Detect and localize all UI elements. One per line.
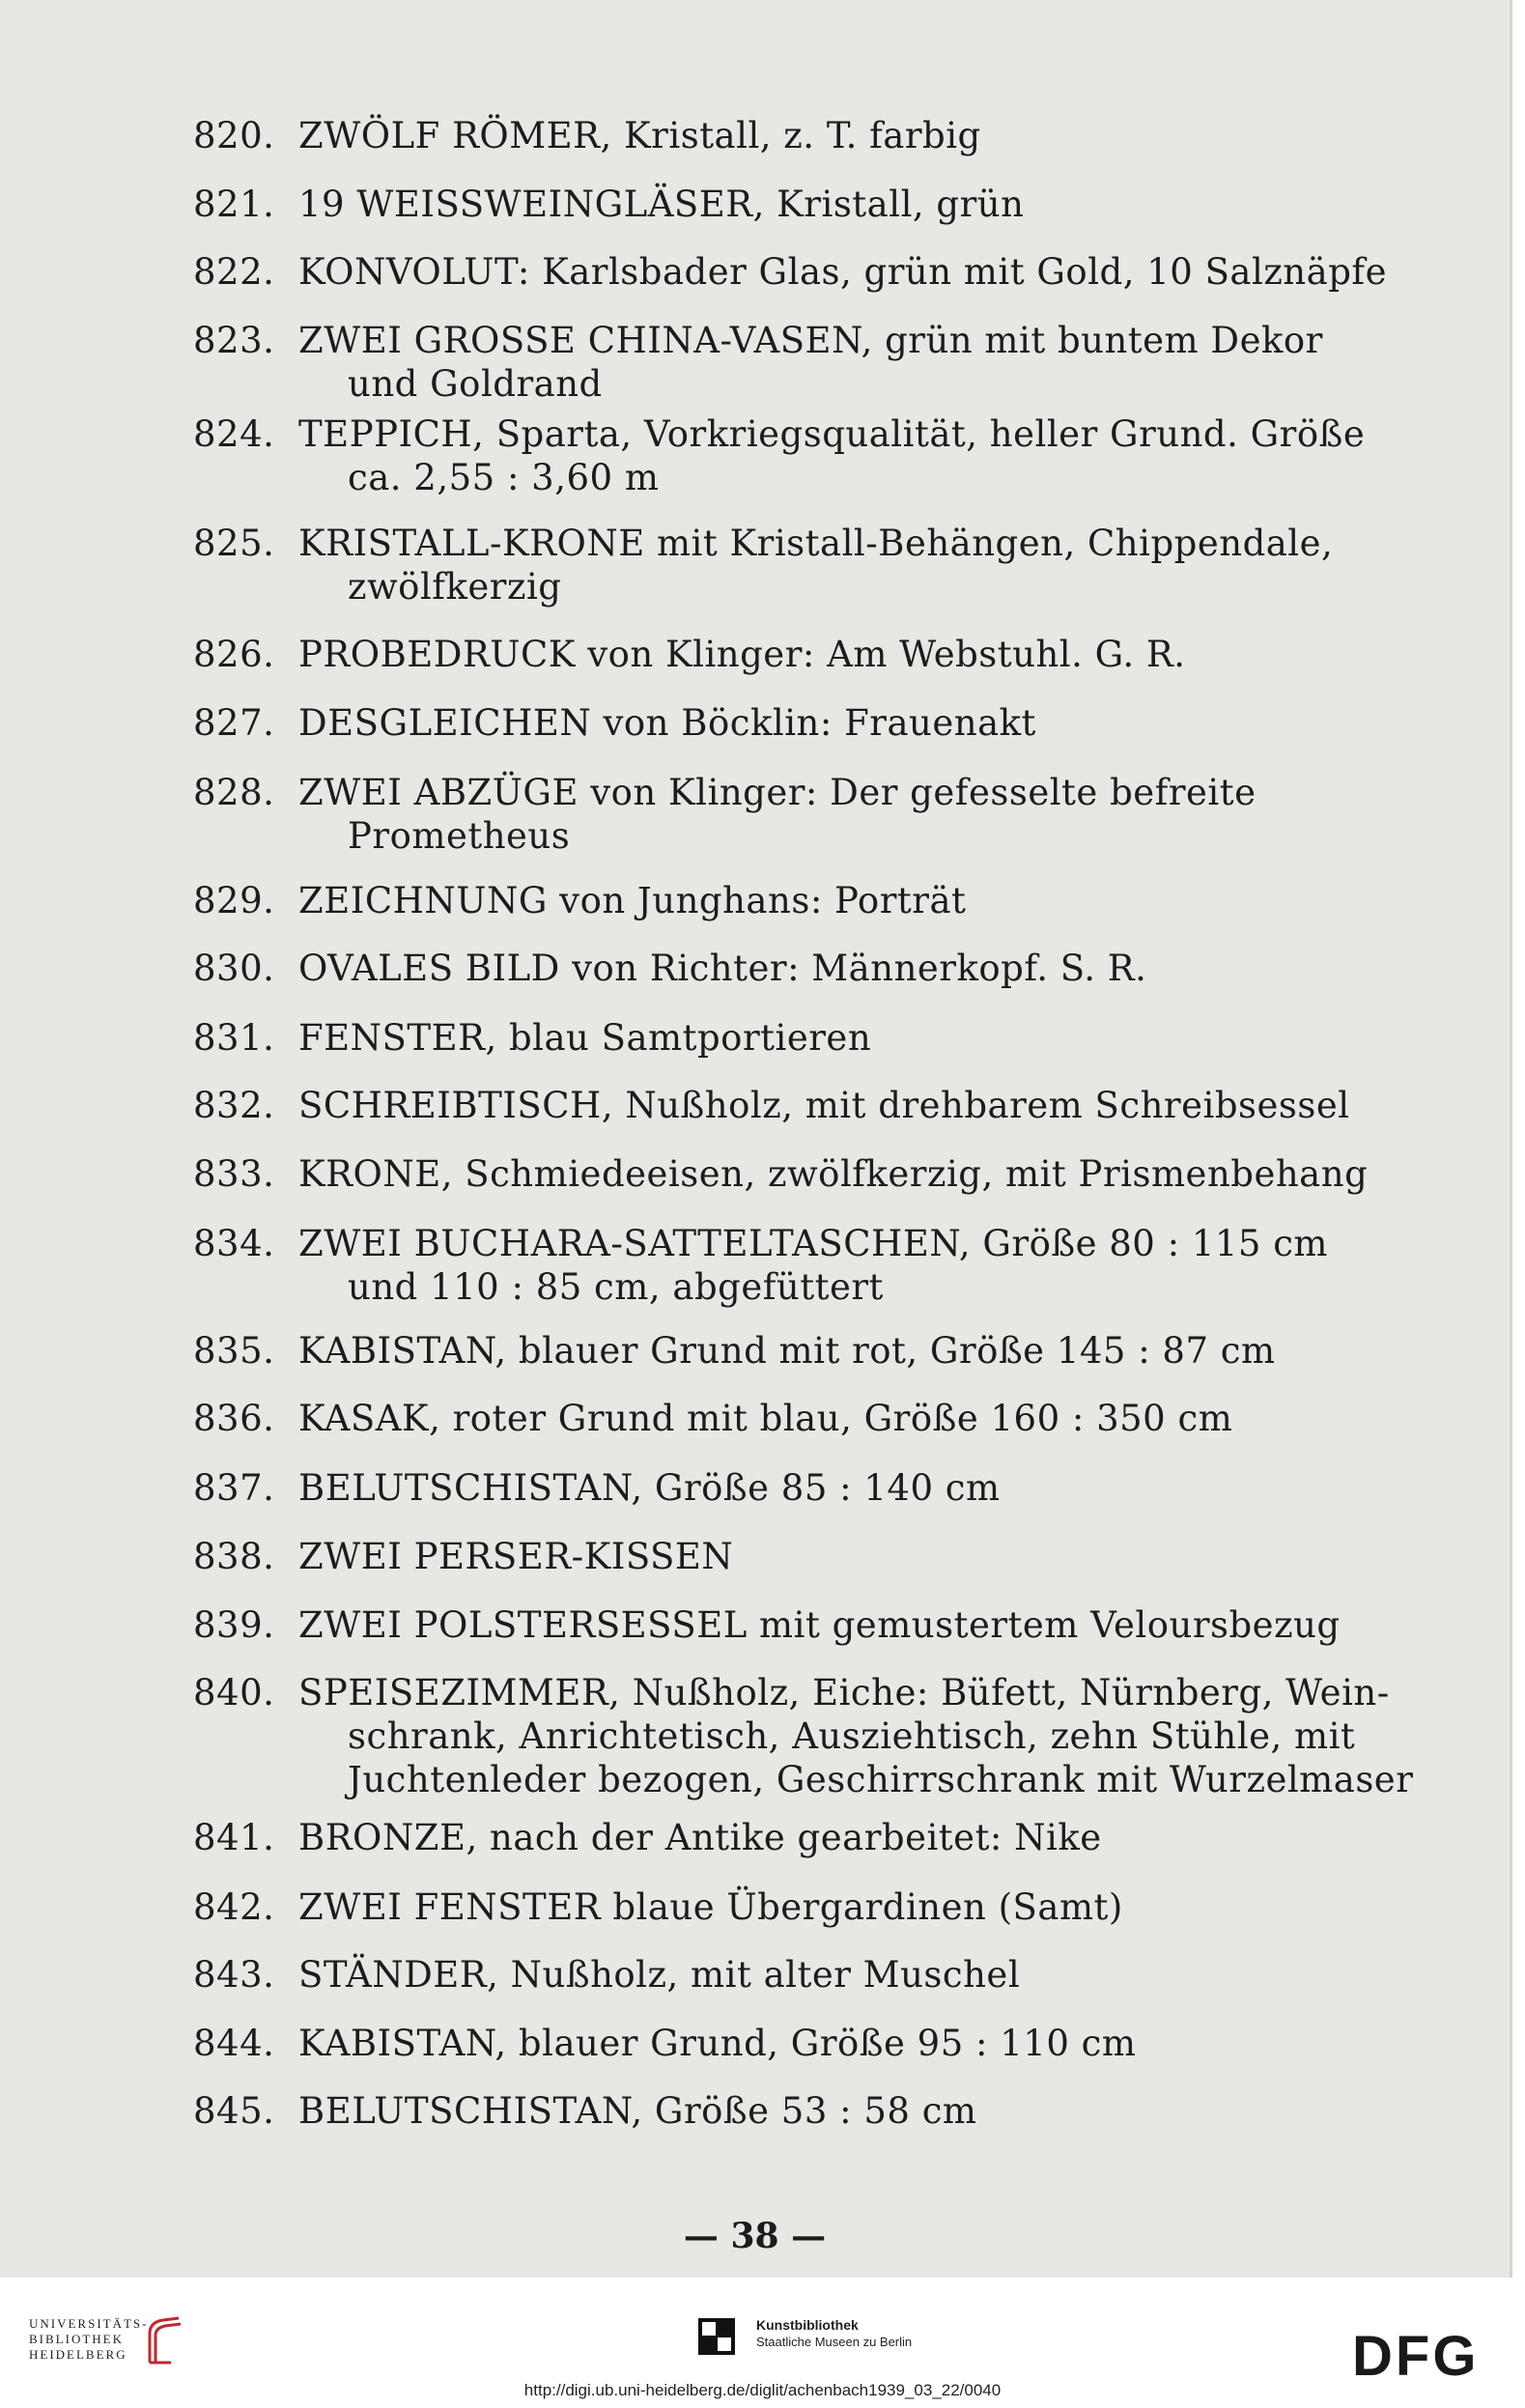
entry-text: ZWÖLF RÖMER, Kristall, z. T. farbig [298, 115, 981, 156]
entry-text: BRONZE, nach der Antike gearbeitet: Nike [298, 1817, 1102, 1858]
entry-text-continuation: ca. 2,55 : 3,60 m [348, 457, 660, 498]
entry-number: 841. [193, 1817, 275, 1858]
entry-number: 838. [193, 1536, 275, 1577]
entry-text: KRONE, Schmiedeeisen, zwölfkerzig, mit Prismenbehang [298, 1153, 1369, 1195]
entry-number: 824. [193, 413, 275, 455]
entry-text: SCHREIBTISCH, Nußholz, mit drehbarem Schreibsessel [298, 1085, 1350, 1126]
entry-number: 834. [193, 1223, 275, 1264]
catalog-entry [193, 1953, 1420, 1997]
entry-text: KRISTALL-KRONE mit Kristall-Behängen, Chippendale, [298, 523, 1334, 564]
entry-text: OVALES BILD von Richter: Männerkopf. S. R. [298, 948, 1147, 989]
catalog-entry [193, 412, 1420, 499]
entry-text-continuation: Juchtenleder bezogen, Geschirrschrank mit Wurzelmaser [348, 1759, 1414, 1800]
catalog-entry [193, 1816, 1420, 1859]
entry-text: STÄNDER, Nußholz, mit alter Muschel [298, 1954, 1021, 1996]
entry-number: 836. [193, 1398, 275, 1439]
university-line-1: UNIVERSITÄTS- [29, 2316, 149, 2331]
page-number: — 38 — [683, 2216, 827, 2256]
entry-number: 820. [193, 115, 275, 156]
entry-number: 830. [193, 948, 275, 989]
entry-text: BELUTSCHISTAN, Größe 85 : 140 cm [298, 1467, 1001, 1509]
catalog-entry [193, 250, 1420, 294]
catalog-entry [193, 1885, 1420, 1929]
catalog-entry [193, 633, 1420, 676]
entry-number: 825. [193, 523, 275, 564]
entry-number: 845. [193, 2090, 275, 2132]
entry-number: 829. [193, 880, 275, 921]
entry-text: KONVOLUT: Karlsbader Glas, grün mit Gold, 10 Salznäpfe [298, 251, 1387, 293]
catalog-entry [193, 879, 1420, 922]
kunstbibliothek-title: Kunstbibliothek [756, 2317, 859, 2333]
entry-number: 828. [193, 772, 275, 813]
entry-number: 826. [193, 634, 275, 675]
catalog-entry [193, 319, 1420, 406]
entry-number: 839. [193, 1604, 275, 1646]
university-line-3: HEIDELBERG [29, 2347, 127, 2362]
kunstbibliothek-label [756, 2316, 912, 2351]
kunstbibliothek-logo-icon [698, 2318, 735, 2355]
catalog-entry [193, 522, 1420, 609]
university-library-name [29, 2316, 149, 2363]
catalog-entry [193, 1466, 1420, 1510]
catalog-entry [193, 1084, 1420, 1127]
entry-number: 837. [193, 1467, 275, 1509]
catalog-entry [193, 771, 1420, 858]
entry-text: BELUTSCHISTAN, Größe 53 : 58 cm [298, 2090, 977, 2132]
entry-number: 831. [193, 1017, 275, 1059]
entry-text: KABISTAN, blauer Grund mit rot, Größe 145 : 87 cm [298, 1330, 1276, 1372]
entry-text: ZWEI POLSTERSESSEL mit gemustertem Veloursbezug [298, 1604, 1341, 1646]
catalog-entry [193, 114, 1420, 157]
entry-text: ZWEI PERSER-KISSEN [298, 1536, 734, 1577]
entry-text: KASAK, roter Grund mit blau, Größe 160 : 350 cm [298, 1398, 1233, 1439]
catalog-entry [193, 2022, 1420, 2065]
entry-text: 19 WEISSWEINGLÄSER, Kristall, grün [298, 184, 1025, 225]
entry-text-continuation: und Goldrand [348, 363, 603, 405]
entry-number: 823. [193, 320, 275, 361]
catalog-entry [193, 2089, 1420, 2133]
entry-text-continuation: zwölfkerzig [348, 566, 562, 608]
catalog-entry [193, 947, 1420, 990]
catalog-entry [193, 1603, 1420, 1647]
entry-text: FENSTER, blau Samtportieren [298, 1017, 872, 1059]
catalog-entry [193, 1329, 1420, 1373]
entry-text: ZWEI FENSTER blaue Übergardinen (Samt) [298, 1886, 1123, 1928]
entry-text: SPEISEZIMMER, Nußholz, Eiche: Büfett, Nürnberg, Wein- [298, 1672, 1390, 1714]
entry-number: 827. [193, 702, 275, 744]
catalog-entry [193, 1222, 1420, 1309]
entry-text: ZEICHNUNG von Junghans: Porträt [298, 880, 967, 921]
entry-number: 822. [193, 251, 275, 293]
entry-text: ZWEI BUCHARA-SATTELTASCHEN, Größe 80 : 115 cm [298, 1223, 1329, 1264]
entry-text: TEPPICH, Sparta, Vorkriegsqualität, heller Grund. Größe [298, 413, 1366, 455]
university-logo-icon [142, 2314, 186, 2368]
footer [0, 2278, 1525, 2408]
entry-text: DESGLEICHEN von Böcklin: Frauenakt [298, 702, 1036, 744]
catalog-entry [193, 1671, 1420, 1801]
catalog-entry [193, 1535, 1420, 1578]
dfg-logo: DFG [1352, 2325, 1480, 2388]
entry-number: 821. [193, 184, 275, 225]
catalog-entry [193, 1397, 1420, 1440]
university-line-2: BIBLIOTHEK [29, 2332, 124, 2346]
entry-number: 832. [193, 1085, 275, 1126]
entry-text: PROBEDRUCK von Klinger: Am Webstuhl. G. R. [298, 634, 1186, 675]
entry-number: 840. [193, 1672, 275, 1714]
entry-text-continuation: schrank, Anrichtetisch, Ausziehtisch, zehn Stühle, mit [348, 1715, 1356, 1757]
entry-text-continuation: und 110 : 85 cm, abgefüttert [348, 1266, 884, 1308]
entry-number: 843. [193, 1954, 275, 1996]
entry-number: 835. [193, 1330, 275, 1372]
entry-text: ZWEI GROSSE CHINA-VASEN, grün mit buntem Dekor [298, 320, 1323, 361]
catalog-entry [193, 183, 1420, 226]
source-url-link[interactable]: http://digi.ub.uni-heidelberg.de/diglit/achenbach1939_03_22/0040 [523, 2381, 1002, 2399]
catalog-entry [193, 701, 1420, 745]
entry-text-continuation: Prometheus [348, 815, 571, 857]
entry-text: ZWEI ABZÜGE von Klinger: Der gefesselte befreite [298, 772, 1257, 813]
entry-number: 844. [193, 2023, 275, 2064]
catalog-entry [193, 1016, 1420, 1060]
entry-number: 842. [193, 1886, 275, 1928]
entry-text: KABISTAN, blauer Grund, Größe 95 : 110 cm [298, 2023, 1137, 2064]
catalog-entry [193, 1152, 1420, 1196]
entry-number: 833. [193, 1153, 275, 1195]
kunstbibliothek-subtitle: Staatliche Museen zu Berlin [756, 2335, 913, 2349]
